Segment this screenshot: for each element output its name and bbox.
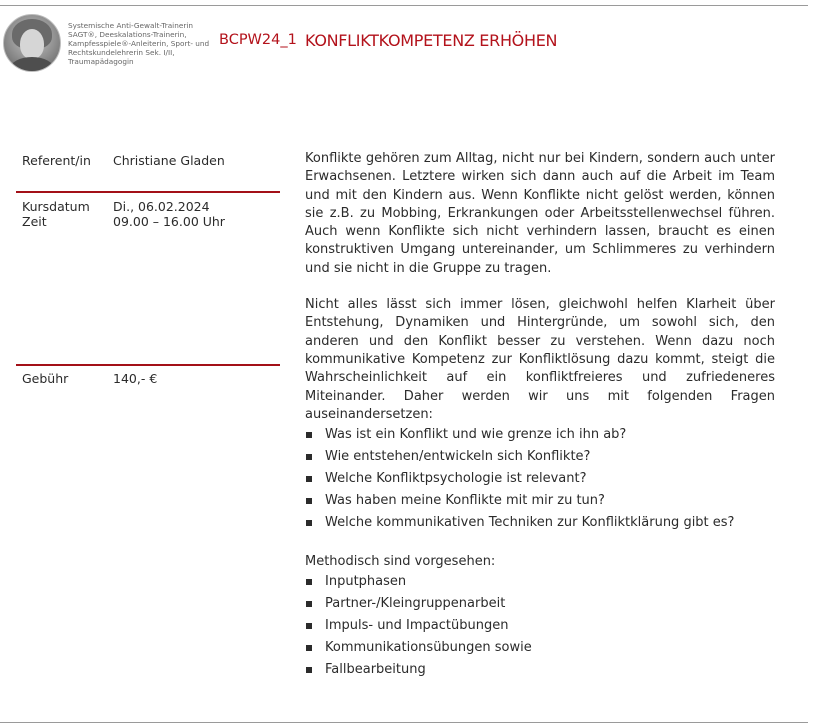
kursdatum-value: Di., 06.02.2024 xyxy=(113,199,210,214)
bottom-divider xyxy=(0,722,808,723)
gebuehr-label: Gebühr xyxy=(22,371,69,386)
speaker-photo xyxy=(3,14,61,72)
course-title: KONFLIKTKOMPETENZ ERHÖHEN xyxy=(305,31,558,50)
info-divider xyxy=(16,191,280,193)
course-description xyxy=(305,150,775,681)
bio-line: Traumapädagogin xyxy=(68,56,134,66)
description-paragraph: Konflikte gehören zum Alltag, nicht nur bei Kindern, sondern auch unter Erwachsenen. Letztere wirken sich dann auch auf die Arbeit im Team und mit den Kindern aus. Wenn Konflikte nicht gelöst werden, können sie z.B. zu Mobbing, Erkrankungen oder Arbeitsstellenwechsel führen. Auch wenn Konflikte sich nicht verhindern lassen, braucht es einen konstruktiven Umgang untereinander, um Schlimmeres zu verhindern und sie nicht in die Gruppe zu tragen. xyxy=(305,151,775,276)
gebuehr-value: 140,- € xyxy=(113,371,158,386)
bullet-icon xyxy=(306,432,312,438)
bio-line: Kampfesspiele®-Anleiterin, Sport- und xyxy=(68,38,210,48)
list-item: Was haben meine Konflikte mit mir zu tun? xyxy=(305,490,775,512)
list-item: Was ist ein Konflikt und wie grenze ich ihn ab? xyxy=(305,424,775,446)
zeit-label: Zeit xyxy=(22,214,47,229)
course-code: BCPW24_1 xyxy=(219,32,297,48)
speaker-bio xyxy=(68,22,220,67)
questions-list xyxy=(305,424,775,534)
methods-intro: Methodisch sind vorgesehen: xyxy=(305,554,496,570)
list-item: Welche Konfliktpsychologie ist relevant? xyxy=(305,468,775,490)
bullet-icon xyxy=(306,520,312,526)
bullet-icon xyxy=(306,601,312,607)
list-item: Wie entstehen/entwickeln sich Konflikte? xyxy=(305,446,775,468)
referent-value: Christiane Gladen xyxy=(113,153,225,168)
bullet-icon xyxy=(306,498,312,504)
list-item: Kommunikationsübungen sowie xyxy=(305,637,775,659)
description-paragraph: Nicht alles lässt sich immer lösen, gleichwohl helfen Klarheit über Entstehung, Dynamiken und Hintergründe, um sowohl sich, den anderen und den Konflikt besser zu verstehen. Wenn dazu noch kommunikative Kompetenz zur Konfliktlösung dazu kommt, steigt die Wahrscheinlichkeit auf ein konfliktfreieres und zufriedeneres Miteinander. Daher werden wir uns mit folgenden Fragen auseinandersetzen: xyxy=(305,297,775,422)
list-item: Inputphasen xyxy=(305,571,775,593)
kursdatum-label: Kursdatum xyxy=(22,199,90,214)
bullet-icon xyxy=(306,667,312,673)
list-item: Fallbearbeitung xyxy=(305,659,775,681)
list-item: Partner-/Kleingruppenarbeit xyxy=(305,593,775,615)
info-divider xyxy=(16,364,280,366)
bullet-icon xyxy=(306,579,312,585)
top-divider xyxy=(0,5,808,6)
bullet-icon xyxy=(306,645,312,651)
bullet-icon xyxy=(306,454,312,460)
bullet-icon xyxy=(306,476,312,482)
referent-label: Referent/in xyxy=(22,153,91,168)
bullet-icon xyxy=(306,623,312,629)
zeit-value: 09.00 – 16.00 Uhr xyxy=(113,214,225,229)
bio-line: SAGT®, Deeskalations-Trainerin, xyxy=(68,29,187,39)
methods-list xyxy=(305,571,775,681)
list-item: Welche kommunikativen Techniken zur Konfliktklärung gibt es? xyxy=(305,512,775,534)
list-item: Impuls- und Impactübungen xyxy=(305,615,775,637)
bio-line: Systemische Anti-Gewalt-Trainerin xyxy=(68,21,193,30)
bio-line: Rechtskundelehrerin Sek. I/II, xyxy=(68,47,175,57)
